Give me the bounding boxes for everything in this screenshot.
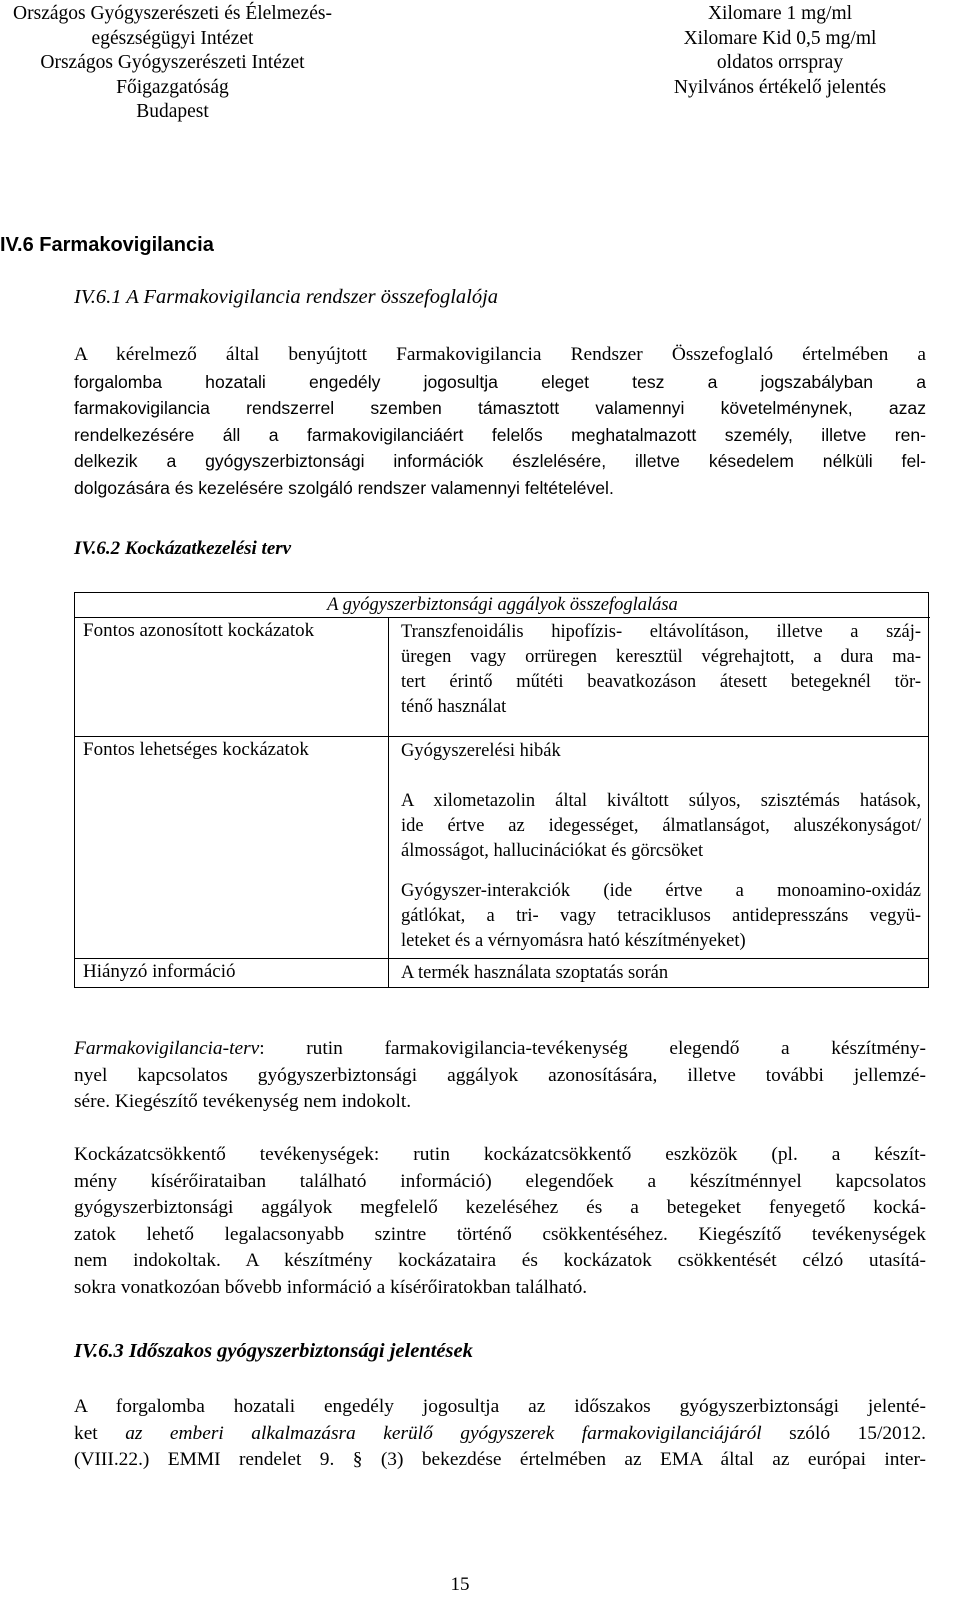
row-value <box>401 789 921 864</box>
value-line: Transzfenoidális hipofízis- eltávolításon, illetve a száj- <box>401 622 921 642</box>
pv-plan-paragraph <box>74 1036 926 1116</box>
subsection-title: A Farmakovigilancia rendszer összefoglalója <box>126 286 499 308</box>
paragraph-line: forgalomba hozatali engedély jogosultja eleget tesz a jogszabályban a <box>74 371 926 392</box>
table-caption: A gyógyszerbiztonsági aggályok összefoglalása <box>75 593 930 618</box>
value-line: tert érintő műtéti beavatkozáson átesett betegeknél tör- <box>401 672 921 692</box>
row-value <box>401 879 921 954</box>
subsection-heading-summary <box>74 286 498 309</box>
header-issuer <box>0 2 345 125</box>
header-issuer-line: Országos Gyógyszerészeti Intézet <box>40 52 305 73</box>
legal-reference: az emberi alkalmazásra kerülő gyógyszerek farmakovigilanciájáról <box>125 1422 762 1444</box>
subsection-number: IV.6.1 <box>74 286 122 308</box>
paragraph-line: dolgozására és kezelésére szolgáló rendszer valamennyi feltételével. <box>74 477 614 498</box>
row-label: Fontos lehetséges kockázatok <box>83 739 309 760</box>
header-issuer-line: Főigazgatóság <box>116 76 229 98</box>
paragraph-line: Kockázatcsökkentő tevékenységek: rutin kockázatcsökkentő eszközök (pl. a készít- <box>74 1144 926 1165</box>
psur-paragraph <box>74 1394 926 1474</box>
value-line: A xilometazolin által kiváltott súlyos, szisztémás hatások, <box>401 791 921 811</box>
subsection-number: IV.6.3 <box>74 1340 124 1362</box>
pv-system-paragraph <box>74 342 926 502</box>
paragraph-line: farmakovigilancia rendszerrel szemben támasztott valamennyi követelménynek, azaz <box>74 398 926 419</box>
column-divider <box>388 618 389 736</box>
page-number: 15 <box>450 1574 470 1595</box>
header-product-line: Xilomare Kid 0,5 mg/ml <box>683 27 877 49</box>
paragraph-line: sokra vonatkozóan bővebb információ a kísérőiratokban található. <box>74 1276 588 1298</box>
row-value <box>401 961 921 986</box>
value-line: leteket és a vérnyomásra ható készítményeket) <box>401 931 746 951</box>
value-line: ide értve az idegességet, álmatlanságot, aluszékonyságot/ <box>401 816 921 836</box>
column-divider <box>388 959 389 987</box>
paragraph-line <box>74 1421 926 1448</box>
value-line: Gyógyszerelési hibák <box>401 741 561 761</box>
paragraph-line: rendelkezésére áll a farmakovigilanciáért felelős meghatalmazott személy, illetve ren- <box>74 424 926 445</box>
row-value <box>401 620 921 720</box>
header-issuer-line: Budapest <box>136 101 209 122</box>
value-line: üregen vagy orrüregen keresztül végrehajtott, a dura ma- <box>401 647 921 667</box>
paragraph-line: nem indokoltak. A készítmény kockázataira és kockázatok csökkentését célzó utasítá- <box>74 1250 926 1272</box>
row-label: Fontos azonosított kockázatok <box>83 620 315 641</box>
value-line: A termék használata szoptatás során <box>401 963 669 983</box>
risk-minimisation-paragraph <box>74 1142 926 1302</box>
paragraph-line: sére. Kiegészítő tevékenység nem indokolt. <box>74 1091 412 1113</box>
value-line: gátlókat, a tri- vagy tetraciklusos antidepresszáns vegyü- <box>401 906 921 926</box>
value-line: Gyógyszer-interakciók (ide értve a monoamino-oxidáz <box>401 881 921 901</box>
pv-plan-term: Farmakovigilancia-terv <box>74 1038 260 1059</box>
paragraph-line: gyógyszerbiztonsági aggályok megfelelő kezeléséhez és a betegeket fenyegető kocká- <box>74 1197 926 1219</box>
header-issuer-line: Országos Gyógyszerészeti és Élelmezés- <box>13 3 332 24</box>
paragraph-line: nyel kapcsolatos gyógyszerbiztonsági aggályok azonosítására, illetve további jellemzé- <box>74 1064 926 1086</box>
pv-plan-text: : rutin farmakovigilancia-tevékenység elegendő a készítmény- <box>259 1038 926 1059</box>
paragraph-line: delkezik a gyógyszerbiztonsági információk észlelésére, illetve késedelem nélküli fel- <box>74 451 926 472</box>
table-row-identified-risks <box>75 618 928 737</box>
header-product-line: Nyilvános értékelő jelentés <box>673 76 887 98</box>
header-issuer-line: egészségügyi Intézet <box>91 27 254 49</box>
subsection-heading-psur <box>74 1340 473 1363</box>
paragraph-line: mény kísérőirataiban található információ) elegendőek a készítménnyel kapcsolatos <box>74 1170 926 1192</box>
text-run: ket <box>74 1422 126 1444</box>
header-product-line: Xilomare 1 mg/ml <box>707 3 853 24</box>
safety-concerns-table <box>74 592 929 988</box>
subsection-title: Időszakos gyógyszerbiztonsági jelentések <box>128 1340 473 1362</box>
subsection-title: Kockázatkezelési terv <box>124 538 292 559</box>
table-row-potential-risks <box>75 737 928 959</box>
value-line: ténő használat <box>401 697 507 717</box>
subsection-heading-rmp <box>74 538 291 560</box>
row-label: Hiányzó információ <box>83 961 236 982</box>
paragraph-line: A kérelmező által benyújtott Farmakovigilancia Rendszer Összefoglaló értelmében a <box>74 344 926 365</box>
column-divider <box>388 737 389 958</box>
paragraph-line <box>74 1036 926 1063</box>
paragraph-line: A forgalomba hozatali engedély jogosultja az időszakos gyógyszerbiztonsági jelenté- <box>74 1396 926 1417</box>
row-value <box>401 739 921 764</box>
section-heading: IV.6 Farmakovigilancia <box>0 234 214 256</box>
subsection-number: IV.6.2 <box>74 538 121 559</box>
header-product <box>630 2 930 100</box>
paragraph-line: zatok lehető legalacsonyabb szintre történő csökkentéséhez. Kiegészítő tevékenységek <box>74 1223 926 1245</box>
table-row-missing-info <box>75 959 928 987</box>
text-run: szóló 15/2012. <box>761 1422 926 1444</box>
paragraph-line: (VIII.22.) EMMI rendelet 9. § (3) bekezdése értelmében az EMA által az európai inter- <box>74 1449 926 1471</box>
value-line: álmosságot, hallucinációkat és görcsöket <box>401 841 704 861</box>
header-product-line: oldatos orrspray <box>716 52 844 73</box>
